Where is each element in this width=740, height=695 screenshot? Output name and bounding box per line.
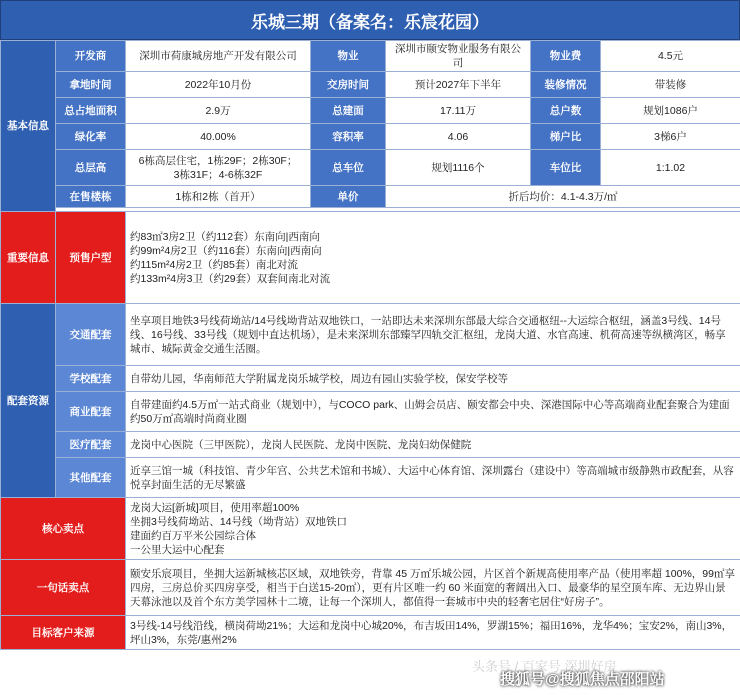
parking-ratio-value: 1:1.02 [601,150,740,186]
parking-ratio-label: 车位比 [531,150,601,186]
far-label: 容积率 [311,124,386,150]
traffic-label: 交通配套 [56,304,126,366]
project-info-table [0,40,740,650]
land-area-label: 总占地面积 [56,98,126,124]
parking-label: 总车位 [311,150,386,186]
traffic-text: 坐享项目地铁3号线荷坳站/14号线坳背站双地铁口，一站即达未来深圳东部最大综合交通枢纽--大运综合枢纽，涵盖3号线、14号线、16号线、33号线（规划中直达机场），是未来深圳东部臻罕四轨交汇枢纽，龙岗大道、水官高速、机荷高速等纵横湾区，畅享城市、城际黄金交通生活圈。 [130,314,726,355]
developer-value: 深圳市荷康城房地产开发有限公司 [126,41,311,72]
green-value: 40.00% [126,124,311,150]
floors-line-1: 6栋高层住宅，1栋29F；2栋30F； [138,154,298,167]
pitch-text: 颐安乐宸项目，坐拥大运新城核芯区域，双地铁旁，背靠 45 万㎡乐城公园，片区首个新规高使用率产品（使用率超 100%，99㎡享四房，三房总价买四房享受，相当于白送15-20㎡），更有片区唯一约 60 米面宽的奢阔出入口、最豪华的星空顶车库、无边界山景天幕泳池以及首个东方美学园林十二境，让每一个深圳人，都值得一套城市中央的轻奢宅居住“好房子”。 [130,567,735,608]
medical-label: 医疗配套 [56,432,126,458]
unit-item: 约99m²4房2卫（约116套）东南向|西南向 [130,244,322,257]
target-value [126,616,740,650]
section-basic-info: 基本信息 [1,41,56,212]
decoration-label: 装修情况 [531,72,601,98]
school-label: 学校配套 [56,366,126,392]
unit-item: 约115m²4房2卫（约85套）南北对流 [130,258,298,271]
price-label: 单价 [311,186,386,208]
units-list [126,212,740,304]
faint-watermark: 头条号 / 百家号 深圳好房 [472,659,617,674]
other-label: 其他配套 [56,458,126,498]
traffic-value [126,304,740,366]
core-point: 建面约百万平米公园综合体 [130,529,256,542]
pitch-label: 一句话卖点 [1,560,126,616]
core-point: 坐拥3号线荷坳站、14号线（坳背站）双地铁口 [130,515,348,528]
fee-label: 物业费 [531,41,601,72]
property-value: 深圳市颐安物业服务有限公司 [386,41,531,72]
floors-label: 总层高 [56,150,126,186]
page-title: 乐城三期（备案名：乐宸花园） [0,0,740,40]
other-text: 近享三馆一城（科技馆、青少年宫、公共艺术馆和书城）、大运中心体育馆、深圳露台（建设中）等高端城市级静熟市政配套，从容悦享封面生活的无尽繁盛 [130,464,734,491]
delivery-value: 预计2027年下半年 [386,72,531,98]
households-value: 规划1086户 [601,98,740,124]
school-value: 自带幼儿园，华南师范大学附属龙岗乐城学校，周边有园山实验学校，保安学校等 [126,366,740,392]
on-sale-label: 在售楼栋 [56,186,126,208]
core-label: 核心卖点 [1,498,126,560]
property-label: 物业 [311,41,386,72]
unit-item: 约133m²4房3卫（约29套）双套间南北对流 [130,273,331,286]
land-area-value: 2.9万 [126,98,311,124]
medical-value: 龙岗中心医院（三甲医院），龙岗人民医院、龙岗中医院、龙岗妇幼保健院 [126,432,740,458]
build-area-label: 总建面 [311,98,386,124]
decoration-value: 带装修 [601,72,740,98]
far-value: 4.06 [386,124,531,150]
households-label: 总户数 [531,98,601,124]
section-facilities: 配套资源 [1,304,56,498]
floors-value [126,150,311,186]
pitch-value [126,560,740,616]
target-label: 目标客户来源 [1,616,126,650]
ladder-label: 梯户比 [531,124,601,150]
fee-value: 4.5元 [601,41,740,72]
other-value [126,458,740,498]
ladder-value: 3梯6户 [601,124,740,150]
developer-label: 开发商 [56,41,126,72]
on-sale-value: 1栋和2栋（首开） [126,186,311,208]
delivery-label: 交房时间 [311,72,386,98]
land-time-value: 2022年10月份 [126,72,311,98]
watermark: 搜狐号@搜狐焦点邵阳站 [500,671,665,688]
units-label: 预售户型 [56,212,126,304]
floors-line-2: 3栋31F；4-6栋32F [173,168,263,181]
land-time-label: 拿地时间 [56,72,126,98]
target-text: 3号线-14号线沿线，横岗荷坳21%；大运和龙岗中心城20%，布吉坂田14%，罗湖15%；福田16%，龙华4%；宝安2%，南山3%，坪山3%，东莞/惠州2% [130,619,733,646]
parking-value: 规划1116个 [386,150,531,186]
commerce-text: 自带建面约4.5万㎡一站式商业（规划中），与COCO park、山姆会员店、颐安都会中央、深港国际中心等高端商业配套聚合为建面约50万㎡高端时尚商业圈 [130,398,730,425]
core-point: 一公里大运中心配套 [130,544,225,557]
price-value: 折后均价：4.1-4.3万/㎡ [386,186,740,208]
core-point: 龙岗大运[新城]项目，使用率超100% [130,501,300,514]
build-area-value: 17.11万 [386,98,531,124]
core-points [126,498,740,560]
unit-item: 约83㎡3房2卫（约112套）东南向|西南向 [130,230,320,243]
commerce-label: 商业配套 [56,392,126,432]
commerce-value [126,392,740,432]
green-label: 绿化率 [56,124,126,150]
section-important-info: 重要信息 [1,212,56,304]
